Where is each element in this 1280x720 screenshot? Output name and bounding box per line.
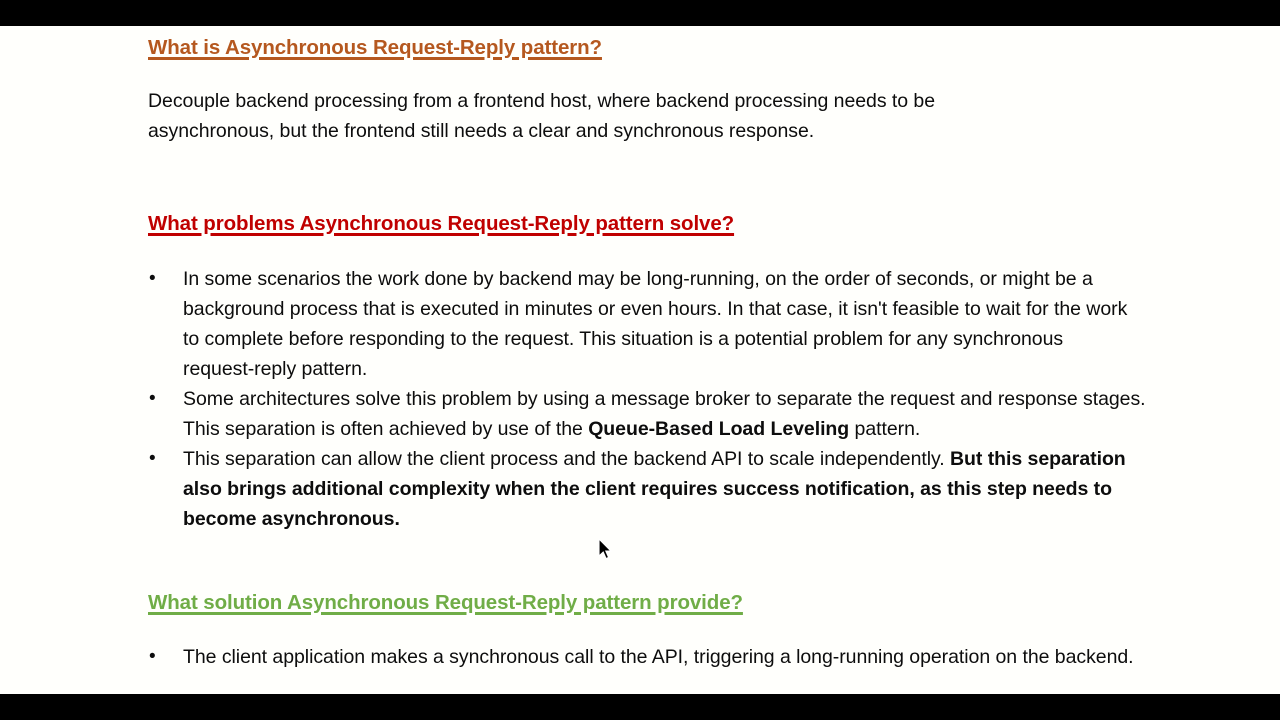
list-item	[148, 384, 1179, 444]
problems-bullet-list	[148, 264, 1148, 534]
document-surface	[0, 26, 1280, 694]
list-item	[148, 444, 1163, 534]
solution-bullet-list	[148, 642, 1148, 672]
list-item-text-plain: In some scenarios the work done by backend may be long-running, on the order of seconds, or might be a background process that is executed in minutes or even hours. In that case, it isn't feasible to wait for the work to complete before responding to the request. This situation is a potential problem for any synchronous request-reply pattern.	[183, 268, 1128, 380]
letterbox-bottom-bar	[0, 694, 1280, 720]
section-heading-what-is-text: What is Asynchronous Request-Reply pattern?	[148, 36, 602, 59]
letterbox-top-bar	[0, 0, 1280, 26]
list-item	[148, 642, 1148, 672]
section-heading-what-problems-text: What problems Asynchronous Request-Reply pattern solve?	[148, 212, 735, 235]
section-heading-what-is	[148, 36, 602, 60]
list-item-text	[183, 384, 1179, 444]
list-item-text-plain: Some architectures solve this problem by using a message broker to separate the request and response stages. This separation is often achieved by use of the	[183, 388, 1146, 440]
bullet-dot-icon: •	[149, 268, 156, 289]
list-item-text-plain: This separation can allow the client process and the backend API to scale independently.	[183, 448, 951, 470]
bullet-dot-icon: •	[149, 388, 156, 409]
list-item-text-trailing: pattern.	[849, 418, 921, 440]
list-item-text	[183, 444, 1163, 534]
intro-paragraph: Decouple backend processing from a frontend host, where backend processing needs to be asynchronous, but the frontend still needs a clear and synchronous response.	[148, 90, 936, 142]
section-heading-what-problems	[148, 212, 734, 236]
list-item	[148, 264, 1131, 384]
bullet-dot-icon: •	[149, 646, 156, 667]
list-item-text-plain: The client application makes a synchronous call to the API, triggering a long-running operation on the backend.	[183, 646, 1134, 668]
bullet-dot-icon: •	[149, 448, 156, 469]
list-item-text	[183, 642, 1148, 672]
list-item-text-bold: Queue-Based Load Leveling	[588, 418, 850, 440]
section-heading-what-solution	[148, 591, 743, 615]
list-item-text	[183, 264, 1131, 384]
section-heading-what-solution-text: What solution Asynchronous Request-Reply pattern provide?	[148, 591, 743, 614]
list-item-text-bold: But this separation also brings additional complexity when the client requires success notification, as this step needs to become asynchronous.	[183, 448, 1126, 530]
